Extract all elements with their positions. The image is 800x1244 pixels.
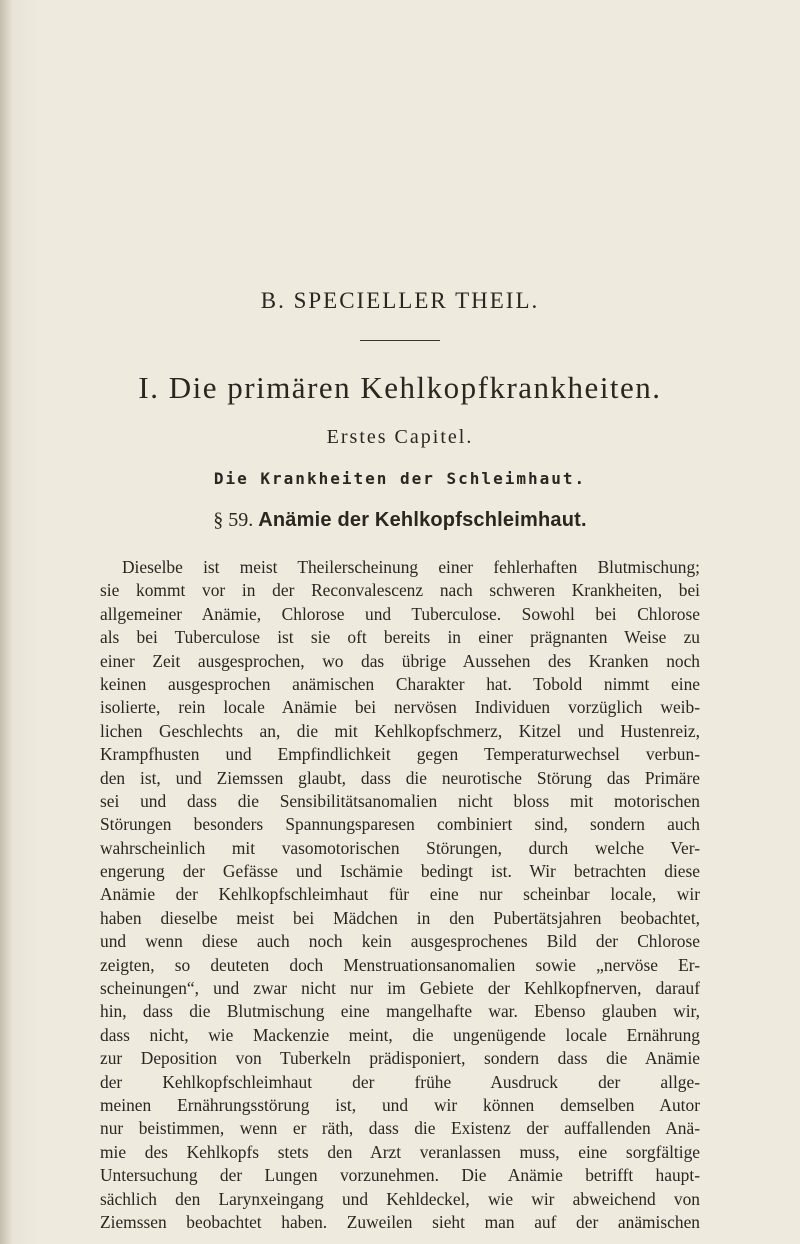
text-line: zur Deposition von Tuberkeln prädisponiert, sondern dass die Anämie	[100, 1048, 700, 1069]
text-line: mie des Kehlkopfs stets den Arzt veranlassen muss, eine sorgfältige	[100, 1141, 700, 1162]
text-line: Störungen besonders Spannungsparesen combiniert sind, sondern auch	[100, 814, 700, 835]
text-line: einer Zeit ausgesprochen, wo das übrige Aussehen des Kranken noch	[100, 650, 700, 671]
text-line: wahrscheinlich mit vasomotorischen Störungen, durch welche Ver-	[100, 837, 700, 858]
chapter-subheading: Erstes Capitel.	[326, 426, 474, 448]
text-line: isolierte, rein locale Anämie bei nervösen Individuen vorzüglich weib-	[100, 697, 700, 718]
heading-divider	[360, 340, 440, 341]
text-line: zeigten, so deuteten doch Menstruationsanomalien sowie „nervöse Er-	[100, 954, 700, 975]
text-line: engerung der Gefässe und Ischämie bedingt ist. Wir betrachten diese	[100, 861, 700, 882]
text-line: Dieselbe ist meist Theilerscheinung einer fehlerhaften Blutmischung;	[122, 557, 700, 577]
text-line: Ziemssen beobachtet haben. Zuweilen sieht man auf der anämischen	[100, 1211, 700, 1232]
text-line: der Kehlkopfschleimhaut der frühe Ausdruck der allge-	[100, 1071, 700, 1092]
text-line: lichen Geschlechts an, die mit Kehlkopfschmerz, Kitzel und Hustenreiz,	[100, 720, 700, 741]
text-line: als bei Tuberculose ist sie oft bereits in einer prägnanten Weise zu	[100, 627, 700, 648]
text-line: Krampfhusten und Empfindlichkeit gegen Temperaturwechsel verbun-	[100, 744, 700, 765]
paragraph-heading	[0, 506, 800, 534]
text-line: hin, dass die Blutmischung eine mangelhafte war. Ebenso glauben wir,	[100, 1001, 700, 1022]
text-line: haben dieselbe meist bei Mädchen in den Pubertätsjahren beobachtet,	[100, 907, 700, 928]
text-line: keinen ausgesprochen anämischen Charakter hat. Tobold nimmt eine	[100, 673, 700, 694]
text-line: sei und dass die Sensibilitätsanomalien nicht bloss mit motorischen	[100, 790, 700, 811]
text-line: und wenn diese auch noch kein ausgesprochenes Bild der Chlorose	[100, 931, 700, 952]
text-line: nur beistimmen, wenn er räth, dass die Existenz der auffallenden Anä-	[100, 1118, 700, 1139]
text-line: allgemeiner Anämie, Chlorose und Tuberculose. Sowohl bei Chlorose	[100, 603, 700, 624]
chapter-heading: I. Die primären Kehlkopfkrankheiten.	[138, 370, 662, 405]
text-line: Untersuchung der Lungen vorzunehmen. Die Anämie betrifft haupt-	[100, 1165, 700, 1186]
text-line: sächlich den Larynxeingang und Kehldeckel, wie wir abweichend von	[100, 1188, 700, 1209]
text-line: den ist, und Ziemssen glaubt, dass die neurotische Störung das Primäre	[100, 767, 700, 788]
section-heading: B. SPECIELLER THEIL.	[260, 288, 540, 313]
page-gutter-shadow	[0, 0, 12, 1244]
text-line: meinen Ernährungsstörung ist, und wir können demselben Autor	[100, 1094, 700, 1115]
text-line: sie kommt vor in der Reconvalescenz nach schweren Krankheiten, bei	[100, 580, 700, 601]
topic-heading: Die Krankheiten der Schleimhaut.	[213, 469, 587, 488]
text-line: scheinungen“, und zwar nicht nur im Gebiete der Kehlkopfnerven, darauf	[100, 978, 700, 999]
text-line: Anämie der Kehlkopfschleimhaut für eine nur scheinbar locale, wir	[100, 884, 700, 905]
paragraph-title: Anämie der Kehlkopfschleimhaut.	[258, 509, 587, 531]
body-text	[100, 556, 700, 1234]
section-mark: § 59.	[213, 509, 254, 531]
text-line: dass nicht, wie Mackenzie meint, die ungenügende locale Ernährung	[100, 1024, 700, 1045]
